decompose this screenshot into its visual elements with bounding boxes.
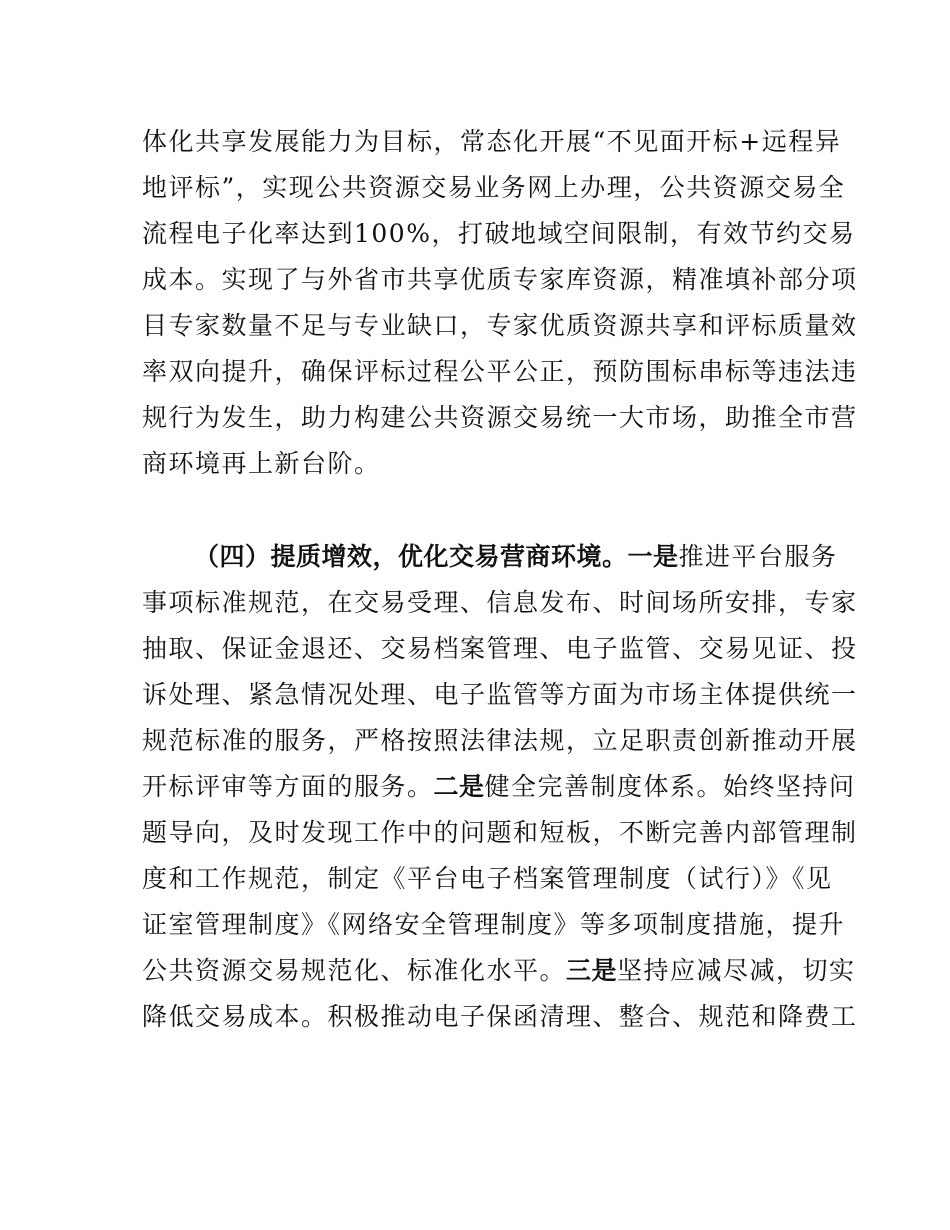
paragraph-1-line: 商环境再上新台阶。: [142, 449, 381, 478]
paragraph-1-line: 流程电子化率达到100%，打破地域空间限制，有效节约交易: [142, 219, 856, 248]
section-heading: （四）提质增效，优化交易营商环境。: [194, 542, 628, 571]
paragraph-2-line: [142, 948, 856, 994]
paragraph-1-line: 体化共享发展能力为目标，常态化开展“不见面开标+远程异: [142, 127, 842, 156]
paragraph-2-line: 题导向，及时发现工作中的问题和短板，不断完善内部管理制: [142, 818, 858, 847]
line-text: 开标评审等方面的服务。: [142, 772, 434, 801]
paragraph-1-line: 成本。实现了与外省市共享优质专家库资源，精准填补部分项: [142, 265, 858, 294]
line-text: 健全完善制度体系。始终坚持问: [484, 772, 856, 801]
paragraph-2-line: 抽取、保证金退还、交易档案管理、电子监管、交易见证、投: [142, 634, 858, 663]
point-marker-1: 一是: [627, 542, 679, 571]
paragraph-2-line: 诉处理、紧急情况处理、电子监管等方面为市场主体提供统一: [142, 680, 858, 709]
line-text: 公共资源交易规范化、标准化水平。: [142, 956, 567, 985]
paragraph-2-line: 降低交易成本。积极推动电子保函清理、整合、规范和降费工: [142, 1002, 858, 1031]
paragraph-2-line: 证室管理制度》《网络安全管理制度》等多项制度措施，提升: [142, 910, 846, 939]
point-marker-3: 三是: [566, 956, 618, 985]
paragraph-2-line: 事项标准规范，在交易受理、信息发布、时间场所安排，专家: [142, 588, 858, 617]
paragraph-1-line: 率双向提升，确保评标过程公平公正，预防围标串标等违法违: [142, 357, 858, 386]
paragraph-2-line: 度和工作规范，制定《平台电子档案管理制度（试行）》《见: [142, 864, 833, 893]
paragraph-2-line: [142, 534, 838, 580]
paragraph-2-line: [142, 764, 856, 810]
paragraph-2: [142, 534, 858, 1040]
line-text: 坚持应减尽减，切实: [617, 956, 856, 985]
paragraph-1: [142, 119, 858, 487]
paragraph-1-line: 目专家数量不足与专业缺口，专家优质资源共享和评标质量效: [142, 311, 858, 340]
paragraph-1-line: 规行为发生，助力构建公共资源交易统一大市场，助推全市营: [142, 403, 858, 432]
line-text: 推进平台服务: [678, 542, 838, 571]
paragraph-2-line: 规范标准的服务，严格按照法律法规，立足职责创新推动开展: [142, 726, 858, 755]
paragraph-1-line: 地评标”，实现公共资源交易业务网上办理，公共资源交易全: [142, 173, 846, 202]
point-marker-2: 二是: [433, 772, 485, 801]
